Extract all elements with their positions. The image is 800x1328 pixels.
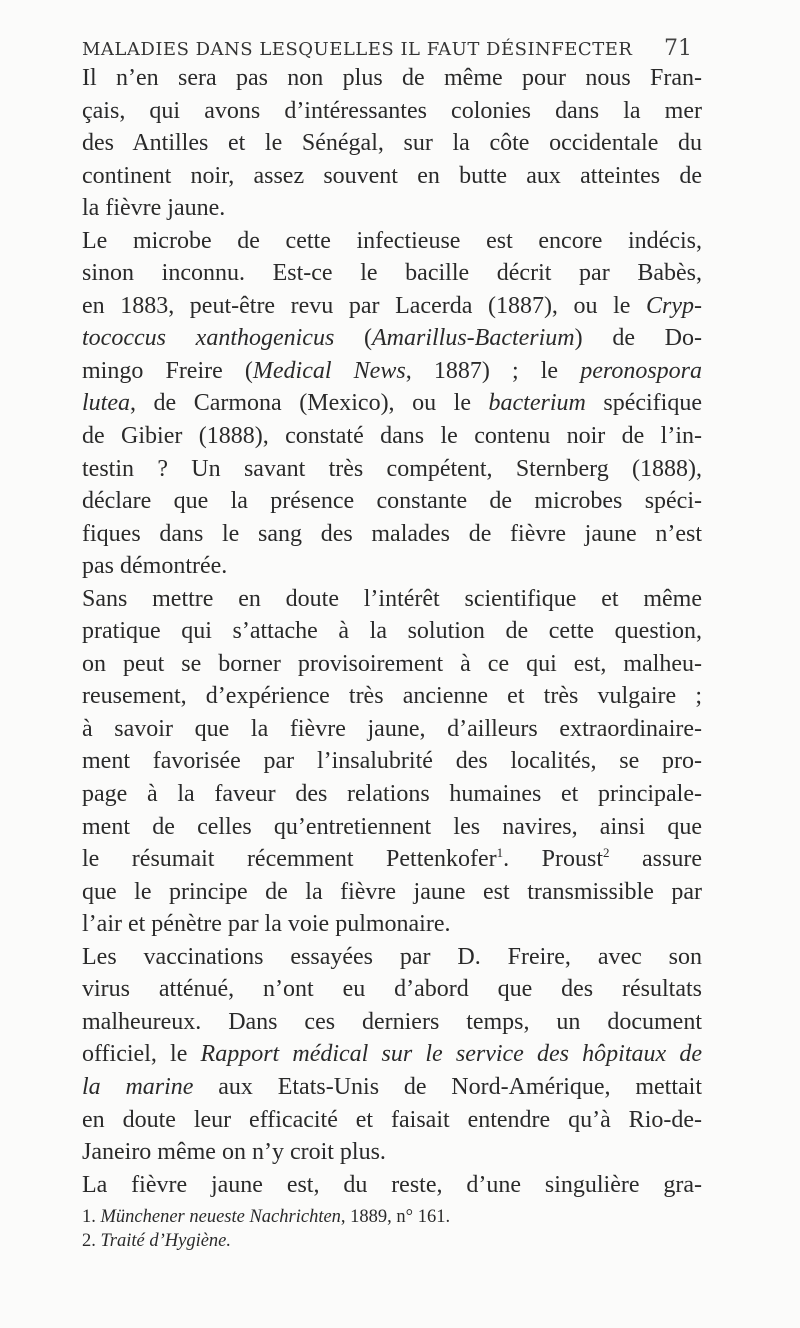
text-run: Le microbe de cette infectieuse est encore indécis, [82,227,702,254]
italic-text: Cryp- [646,292,702,319]
text-line [82,95,702,128]
text-run: mingo Freire ( [82,357,253,384]
text-line [82,583,702,616]
italic-text: peronospora [580,357,702,384]
text-run: continent noir, assez souvent en butte aux atteintes de [82,162,702,189]
text-run: . Proust [503,846,604,873]
text-line [82,680,702,713]
italic-text: Traité d’Hygiène. [100,1231,232,1251]
italic-text: Medical News [252,357,406,384]
text-run: de Gibier (1888), constaté dans le contenu noir de l’in- [82,423,702,450]
body-text [82,62,702,1201]
text-run: Il n’en sera pas non plus de même pour nous Fran- [82,65,702,91]
text-run: l’air et pénètre par la voie pulmonaire. [82,911,451,938]
text-run: spécifique [585,390,702,417]
text-line [82,778,702,811]
italic-text: lutea [82,390,130,417]
footnote [82,1229,702,1253]
text-run: à savoir que la fièvre jaune, d’ailleurs extraordinaire- [82,715,702,742]
text-line [82,615,702,648]
text-line [82,973,702,1006]
text-run: en 1883, peut-être revu par Lacerda (1887), ou le [82,292,646,319]
text-line [82,1104,702,1137]
text-run: 1. [82,1207,101,1227]
text-line [82,550,702,583]
running-title: MALADIES DANS LESQUELLES IL FAUT DÉSINFECTER [82,39,633,60]
footnote [82,1205,702,1229]
text-line [82,745,702,778]
text-run: fiques dans le sang des malades de fièvre jaune n’est [82,520,702,547]
text-run: officiel, le [82,1041,201,1068]
text-run: , 1887) ; le [405,357,581,384]
text-run: pas démontrée. [82,553,228,580]
text-run: Les vaccinations essayées par D. Freire, avec son [82,943,702,970]
text-run: , 1889, n° 161. [340,1207,451,1227]
footnote-marker: 2 [603,845,610,861]
text-line [82,225,702,258]
page-number: 71 [664,36,692,61]
text-run: ( [334,325,372,352]
footnote-marker: 1 [496,845,504,861]
text-run: aux Etats-Unis de Nord-Amérique, mettait [193,1073,702,1100]
italic-text: bacterium [488,390,586,417]
footnotes [82,1205,702,1253]
text-run: page à la faveur des relations humaines et principale- [82,781,702,808]
text-line [82,843,702,876]
text-line [82,1169,702,1202]
text-run: Janeiro même on n’y croit plus. [82,1139,386,1166]
text-line [82,192,702,225]
text-line [82,290,702,323]
text-run: ment favorisée par l’insalubrité des localités, se pro- [82,748,702,775]
text-line [82,908,702,941]
text-run: , de Carmona (Mexico), ou le [130,390,489,417]
text-line [82,1136,702,1169]
text-line [82,1071,702,1104]
text-run: des Antilles et le Sénégal, sur la côte occidentale du [82,130,702,157]
text-line [82,648,702,681]
italic-text: tococcus xanthogenicus [82,325,335,352]
text-run: pratique qui s’attache à la solution de cette question, [82,618,702,645]
italic-text: Münchener neueste Nachrichten [100,1207,341,1227]
italic-text: Rapport médical sur le service des hôpitaux de [200,1041,702,1068]
text-run: en doute leur efficacité et faisait entendre qu’à Rio-de- [82,1106,702,1133]
text-run: on peut se borner provisoirement à ce qui est, malheu- [82,650,702,677]
text-run: assure [609,846,702,873]
text-line [82,127,702,160]
text-line [82,811,702,844]
italic-text: Amarillus-Bacterium [371,325,575,352]
text-line [82,257,702,290]
italic-text: la marine [82,1073,194,1100]
text-run: 2. [82,1231,101,1251]
text-run: ment de celles qu’entretiennent les navires, ainsi que [82,813,702,840]
text-run: La fièvre jaune est, du reste, d’une singulière gra- [82,1171,702,1198]
text-line [82,160,702,193]
text-run: sinon inconnu. Est-ce le bacille décrit par Babès, [82,260,702,287]
text-line [82,876,702,909]
text-line [82,1038,702,1071]
text-line [82,518,702,551]
text-run: çais, qui avons d’intéressantes colonies dans la mer [82,97,702,124]
text-line [82,941,702,974]
text-run: que le principe de la fièvre jaune est transmissible par [82,878,702,905]
text-run: ) de Do- [574,325,702,352]
text-run: le résumait récemment Pettenkofer [82,846,497,873]
text-line [82,1006,702,1039]
text-run: malheureux. Dans ces derniers temps, un document [82,1008,702,1035]
text-run: la fièvre jaune. [82,195,226,222]
text-line [82,62,702,95]
text-line [82,420,702,453]
text-line [82,485,702,518]
text-run: testin ? Un savant très compétent, Sternberg (1888), [82,455,702,482]
text-run: déclare que la présence constante de microbes spéci- [82,488,702,515]
text-line [82,453,702,486]
text-line [82,322,702,355]
text-run: virus atténué, n’ont eu d’abord que des résultats [82,976,702,1003]
text-line [82,387,702,420]
running-head [82,36,692,64]
text-run: reusement, d’expérience très ancienne et très vulgaire ; [82,683,702,710]
text-line [82,713,702,746]
text-line [82,355,702,388]
text-run: Sans mettre en doute l’intérêt scientifique et même [82,585,702,612]
